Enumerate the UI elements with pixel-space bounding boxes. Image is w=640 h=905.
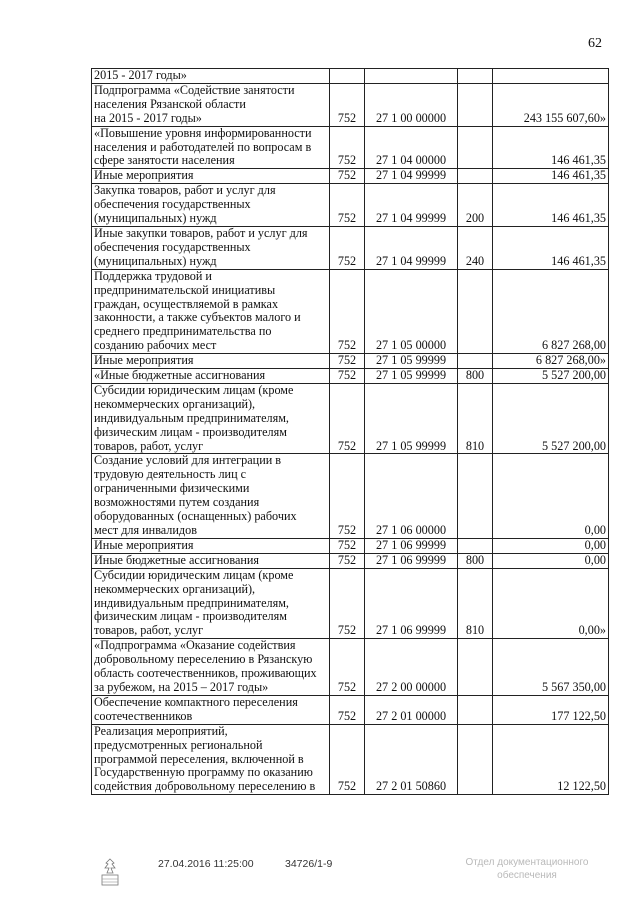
footer-date: 27.04.2016 11:25:00 [158,858,254,870]
row-admin-code: 752 [330,226,365,269]
row-name: Подпрограмма «Содействие занятости населения Рязанской области на 2015 - 2017 годы» [92,83,330,126]
table-row [92,226,609,269]
row-expense-type [458,538,493,553]
row-expense-type [458,269,493,353]
row-expense-type [458,354,493,369]
row-expense-type [458,126,493,169]
row-admin-code: 752 [330,184,365,227]
table-row [92,169,609,184]
row-name: Субсидии юридическим лицам (кроме некоммерческих организаций), индивидуальным предпринимателям, физическим лицам - производителям товаров, работ, услуг [92,568,330,639]
table-row [92,553,609,568]
row-amount: 146 461,35 [493,184,609,227]
row-amount: 0,00» [493,568,609,639]
row-expense-type: 800 [458,553,493,568]
row-target-article: 27 1 05 00000 [365,269,458,353]
row-admin-code: 752 [330,639,365,696]
row-target-article: 27 1 05 99999 [365,369,458,384]
row-name: Иные мероприятия [92,538,330,553]
table-row [92,126,609,169]
row-admin-code: 752 [330,369,365,384]
page-footer [0,856,640,896]
row-amount: 146 461,35 [493,126,609,169]
table-row [92,383,609,454]
row-expense-type: 800 [458,369,493,384]
row-amount: 12 122,50 [493,724,609,795]
row-target-article: 27 1 06 00000 [365,454,458,538]
row-amount: 5 527 200,00 [493,369,609,384]
row-admin-code: 752 [330,83,365,126]
row-name: Реализация мероприятий, предусмотренных региональной программой переселения, включенной в Государственную программу по оказанию содействия добровольному переселению в [92,724,330,795]
row-name: Иные бюджетные ассигнования [92,553,330,568]
row-target-article: 27 2 00 00000 [365,639,458,696]
row-admin-code: 752 [330,724,365,795]
row-amount: 6 827 268,00 [493,269,609,353]
row-name: «Повышение уровня информированности населения и работодателей по вопросам в сфере занятости населения [92,126,330,169]
row-target-article: 27 1 04 99999 [365,169,458,184]
row-amount: 146 461,35 [493,169,609,184]
table-row [92,69,609,84]
row-expense-type [458,454,493,538]
footer-doc-number: 34726/1-9 [285,858,333,870]
row-target-article: 27 1 00 00000 [365,83,458,126]
row-target-article: 27 1 05 99999 [365,383,458,454]
row-target-article: 27 2 01 00000 [365,695,458,724]
row-expense-type [458,69,493,84]
row-amount: 146 461,35 [493,226,609,269]
table-row [92,639,609,696]
table-row [92,538,609,553]
coat-of-arms-icon [99,858,121,888]
row-admin-code: 752 [330,383,365,454]
row-expense-type: 810 [458,383,493,454]
budget-table [91,68,609,795]
table-row [92,184,609,227]
row-target-article: 27 1 06 99999 [365,568,458,639]
table-row [92,568,609,639]
footer-watermark: Отдел документационного обеспечения [465,857,589,881]
row-expense-type: 240 [458,226,493,269]
budget-table-body [92,69,609,795]
table-row [92,354,609,369]
row-amount [493,69,609,84]
row-amount: 243 155 607,60» [493,83,609,126]
row-target-article: 27 1 06 99999 [365,553,458,568]
row-admin-code: 752 [330,695,365,724]
row-target-article [365,69,458,84]
row-target-article: 27 1 04 00000 [365,126,458,169]
row-expense-type [458,695,493,724]
row-admin-code: 752 [330,553,365,568]
row-amount: 5 527 200,00 [493,383,609,454]
table-row [92,454,609,538]
row-expense-type [458,724,493,795]
row-admin-code: 752 [330,354,365,369]
row-admin-code: 752 [330,126,365,169]
table-row [92,695,609,724]
table-row [92,724,609,795]
table-row [92,83,609,126]
row-amount: 6 827 268,00» [493,354,609,369]
row-name: Создание условий для интеграции в трудовую деятельность лиц с ограниченными физическими возможностями путем создания оборудованных (оснащенных) рабочих мест для инвалидов [92,454,330,538]
row-admin-code: 752 [330,538,365,553]
row-amount: 0,00 [493,553,609,568]
row-admin-code: 752 [330,169,365,184]
row-name: «Подпрограмма «Оказание содействия добровольному переселению в Рязанскую область соотечественников, проживающих за рубежом, на 2015 – 2017 годы» [92,639,330,696]
row-admin-code: 752 [330,454,365,538]
row-admin-code [330,69,365,84]
row-admin-code: 752 [330,269,365,353]
row-amount: 0,00 [493,538,609,553]
row-name: Поддержка трудовой и предпринимательской инициативы граждан, осуществляемой в рамках законности, а также субъектов малого и среднего предпринимательства по созданию рабочих мест [92,269,330,353]
row-name: Субсидии юридическим лицам (кроме некоммерческих организаций), индивидуальным предпринимателям, физическим лицам - производителям товаров, работ, услуг [92,383,330,454]
row-name: Обеспечение компактного переселения соотечественников [92,695,330,724]
row-name: 2015 - 2017 годы» [92,69,330,84]
row-expense-type [458,169,493,184]
row-expense-type: 810 [458,568,493,639]
row-amount: 0,00 [493,454,609,538]
table-row [92,269,609,353]
row-target-article: 27 1 06 99999 [365,538,458,553]
row-expense-type [458,83,493,126]
row-name: Закупка товаров, работ и услуг для обеспечения государственных (муниципальных) нужд [92,184,330,227]
row-admin-code: 752 [330,568,365,639]
row-name: Иные мероприятия [92,169,330,184]
row-name: «Иные бюджетные ассигнования [92,369,330,384]
row-expense-type [458,639,493,696]
row-target-article: 27 1 04 99999 [365,226,458,269]
row-target-article: 27 1 05 99999 [365,354,458,369]
row-target-article: 27 1 04 99999 [365,184,458,227]
row-name: Иные мероприятия [92,354,330,369]
row-name: Иные закупки товаров, работ и услуг для обеспечения государственных (муниципальных) нужд [92,226,330,269]
row-amount: 177 122,50 [493,695,609,724]
row-expense-type: 200 [458,184,493,227]
page-number: 62 [588,36,602,51]
table-row [92,369,609,384]
row-target-article: 27 2 01 50860 [365,724,458,795]
row-amount: 5 567 350,00 [493,639,609,696]
